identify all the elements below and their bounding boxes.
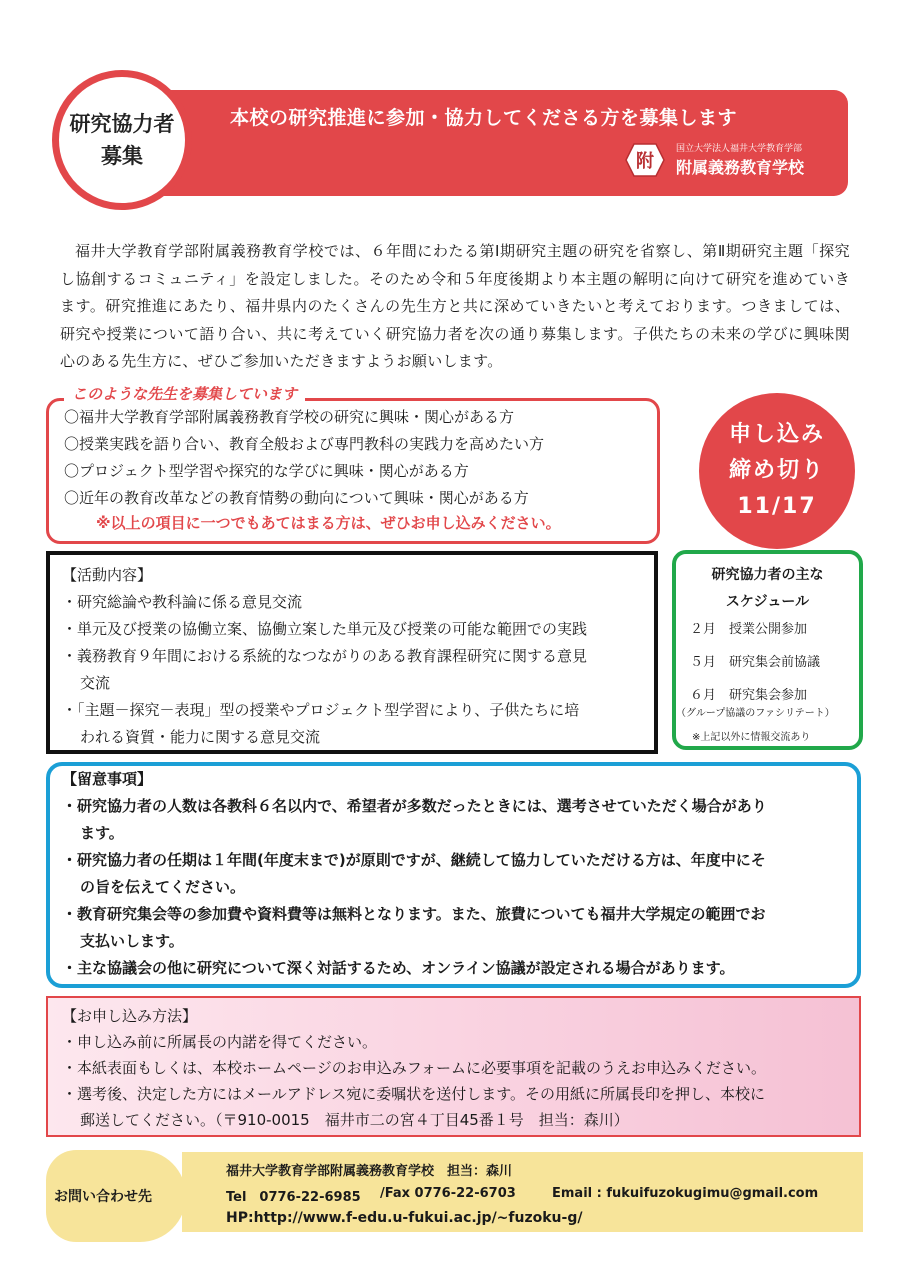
contact-fax: /Fax 0776-22-6703	[380, 1186, 516, 1201]
seeking-teachers-list	[64, 404, 654, 512]
intro-paragraph: 福井大学教育学部附属義務教育学校では、６年間にわたる第Ⅰ期研究主題の研究を省察し、第Ⅱ期研究主題「探究し協創するコミュニティ」を設定しました。そのため令和５年度後期より本主題の解明に向けて研究を進めていきます。研究推進にあたり、福井県内のたくさんの先生方と共に深めていきたいと考えております。つきましては、研究や授業について語り合い、共に考えていく研究協力者を次の通り募集します。子供たちの未来の学びに興味関心のある先生方に、ぜひご参加いただきますようお願いします。	[60, 242, 850, 370]
contact-tel: Tel 0776-22-6985	[226, 1190, 361, 1205]
schedule-item-detail: （グループ協議のファシリテート）	[676, 708, 835, 719]
list-item: 〇プロジェクト型学習や探究的な学びに興味・関心がある方	[64, 462, 469, 480]
list-item-continued: ます。	[80, 824, 124, 842]
notes-title: 【留意事項】	[62, 770, 153, 788]
badge-line2: 募集	[101, 144, 143, 168]
list-item-continued: 交流	[80, 674, 111, 692]
list-item: ・選考後、決定した方にはメールアドレス宛に委嘱状を送付します。その用紙に所属長印を押し、本校に	[62, 1085, 766, 1103]
list-item: ・研究総論や教科論に係る意見交流	[62, 593, 303, 611]
list-item: ・教育研究集会等の参加費や資料費等は無料となります。また、旅費についても福井大学規定の範囲でお	[62, 905, 766, 923]
deadline-badge	[699, 393, 855, 549]
schedule-item: ６月 研究集会参加	[690, 688, 808, 703]
schedule-item: ５月 研究集会前協議	[690, 655, 821, 670]
contact-email[interactable]: Email : fukuifuzokugimu@gmail.com	[552, 1186, 819, 1201]
seeking-teachers-title: このような先生を募集しています	[64, 383, 305, 404]
badge-line1: 研究協力者	[69, 112, 175, 136]
list-item-continued: 郵送してください。（〒910-0015 福井市二の宮４丁目45番１号 担当：森川）	[80, 1111, 629, 1129]
application-content	[62, 1003, 852, 1133]
list-item: ・研究協力者の人数は各教科６名以内で、希望者が多数だったときには、選考させていただく場合があり	[62, 797, 767, 815]
activities-title: 【活動内容】	[62, 566, 153, 584]
application-title: 【お申し込み方法】	[62, 1007, 198, 1025]
contact-website-link[interactable]: HP:http://www.f-edu.u-fukui.ac.jp/~fuzoku-g/	[226, 1210, 583, 1226]
seeking-teachers-note: ※以上の項目に一つでもあてはまる方は、ぜひお申し込みください。	[96, 514, 561, 532]
list-item: 〇近年の教育改革などの教育情勢の動向について興味・関心がある方	[64, 489, 529, 507]
activities-content	[62, 562, 652, 751]
schedule-title	[676, 562, 859, 616]
deadline-line2: 締め切り	[728, 458, 825, 483]
list-item-continued: 支払いします。	[80, 932, 184, 950]
school-name: 附属義務教育学校	[676, 158, 805, 177]
list-item: 〇福井大学教育学部附属義務教育学校の研究に興味・関心がある方	[64, 408, 515, 426]
schedule-title-line1: 研究協力者の主な	[711, 567, 824, 583]
contact-name: 福井大学教育学部附属義務教育学校 担当：森川	[226, 1164, 513, 1179]
schedule-note: ※上記以外に情報交流あり	[692, 732, 811, 743]
contact-label: お問い合わせ先	[54, 1189, 152, 1205]
school-logo-text: 附	[636, 151, 654, 172]
list-item: ・申し込み前に所属長の内諾を得てください。	[62, 1033, 378, 1051]
school-affiliation: 国立大学法人福井大学教育学部	[676, 144, 803, 154]
list-item: ・研究協力者の任期は１年間(年度末まで)が原則ですが、継続して協力していただける方は、年度中にそ	[62, 851, 766, 869]
list-item-continued: の旨を伝えてください。	[80, 878, 246, 896]
list-item-continued: われる資質・能力に関する意見交流	[80, 728, 321, 746]
schedule-item: ２月 授業公開参加	[690, 622, 808, 637]
list-item: ・「主題－探究－表現」型の授業やプロジェクト型学習により、子供たちに培	[62, 701, 580, 719]
list-item: 〇授業実践を語り合い、教育全般および専門教科の実践力を高めたい方	[64, 435, 545, 453]
list-item: ・義務教育９年間における系統的なつながりのある教育課程研究に関する意見	[62, 647, 588, 665]
notes-content	[62, 766, 852, 982]
list-item: ・単元及び授業の協働立案、協働立案した単元及び授業の可能な範囲での実践	[62, 620, 588, 638]
school-logo-icon	[620, 140, 670, 180]
deadline-line1: 申し込み	[728, 422, 825, 447]
recruitment-badge	[52, 70, 192, 210]
list-item: ・主な協議会の他に研究について深く対話するため、オンライン協議が設定される場合があります。	[62, 959, 735, 977]
schedule-title-line2: スケジュール	[725, 594, 810, 610]
list-item: ・本紙表面もしくは、本校ホームページのお申込みフォームに必要事項を記載のうえお申込みください。	[62, 1059, 766, 1077]
deadline-date: 11/17	[737, 494, 817, 519]
header-headline: 本校の研究推進に参加・協力してくださる方を募集します	[230, 107, 738, 129]
